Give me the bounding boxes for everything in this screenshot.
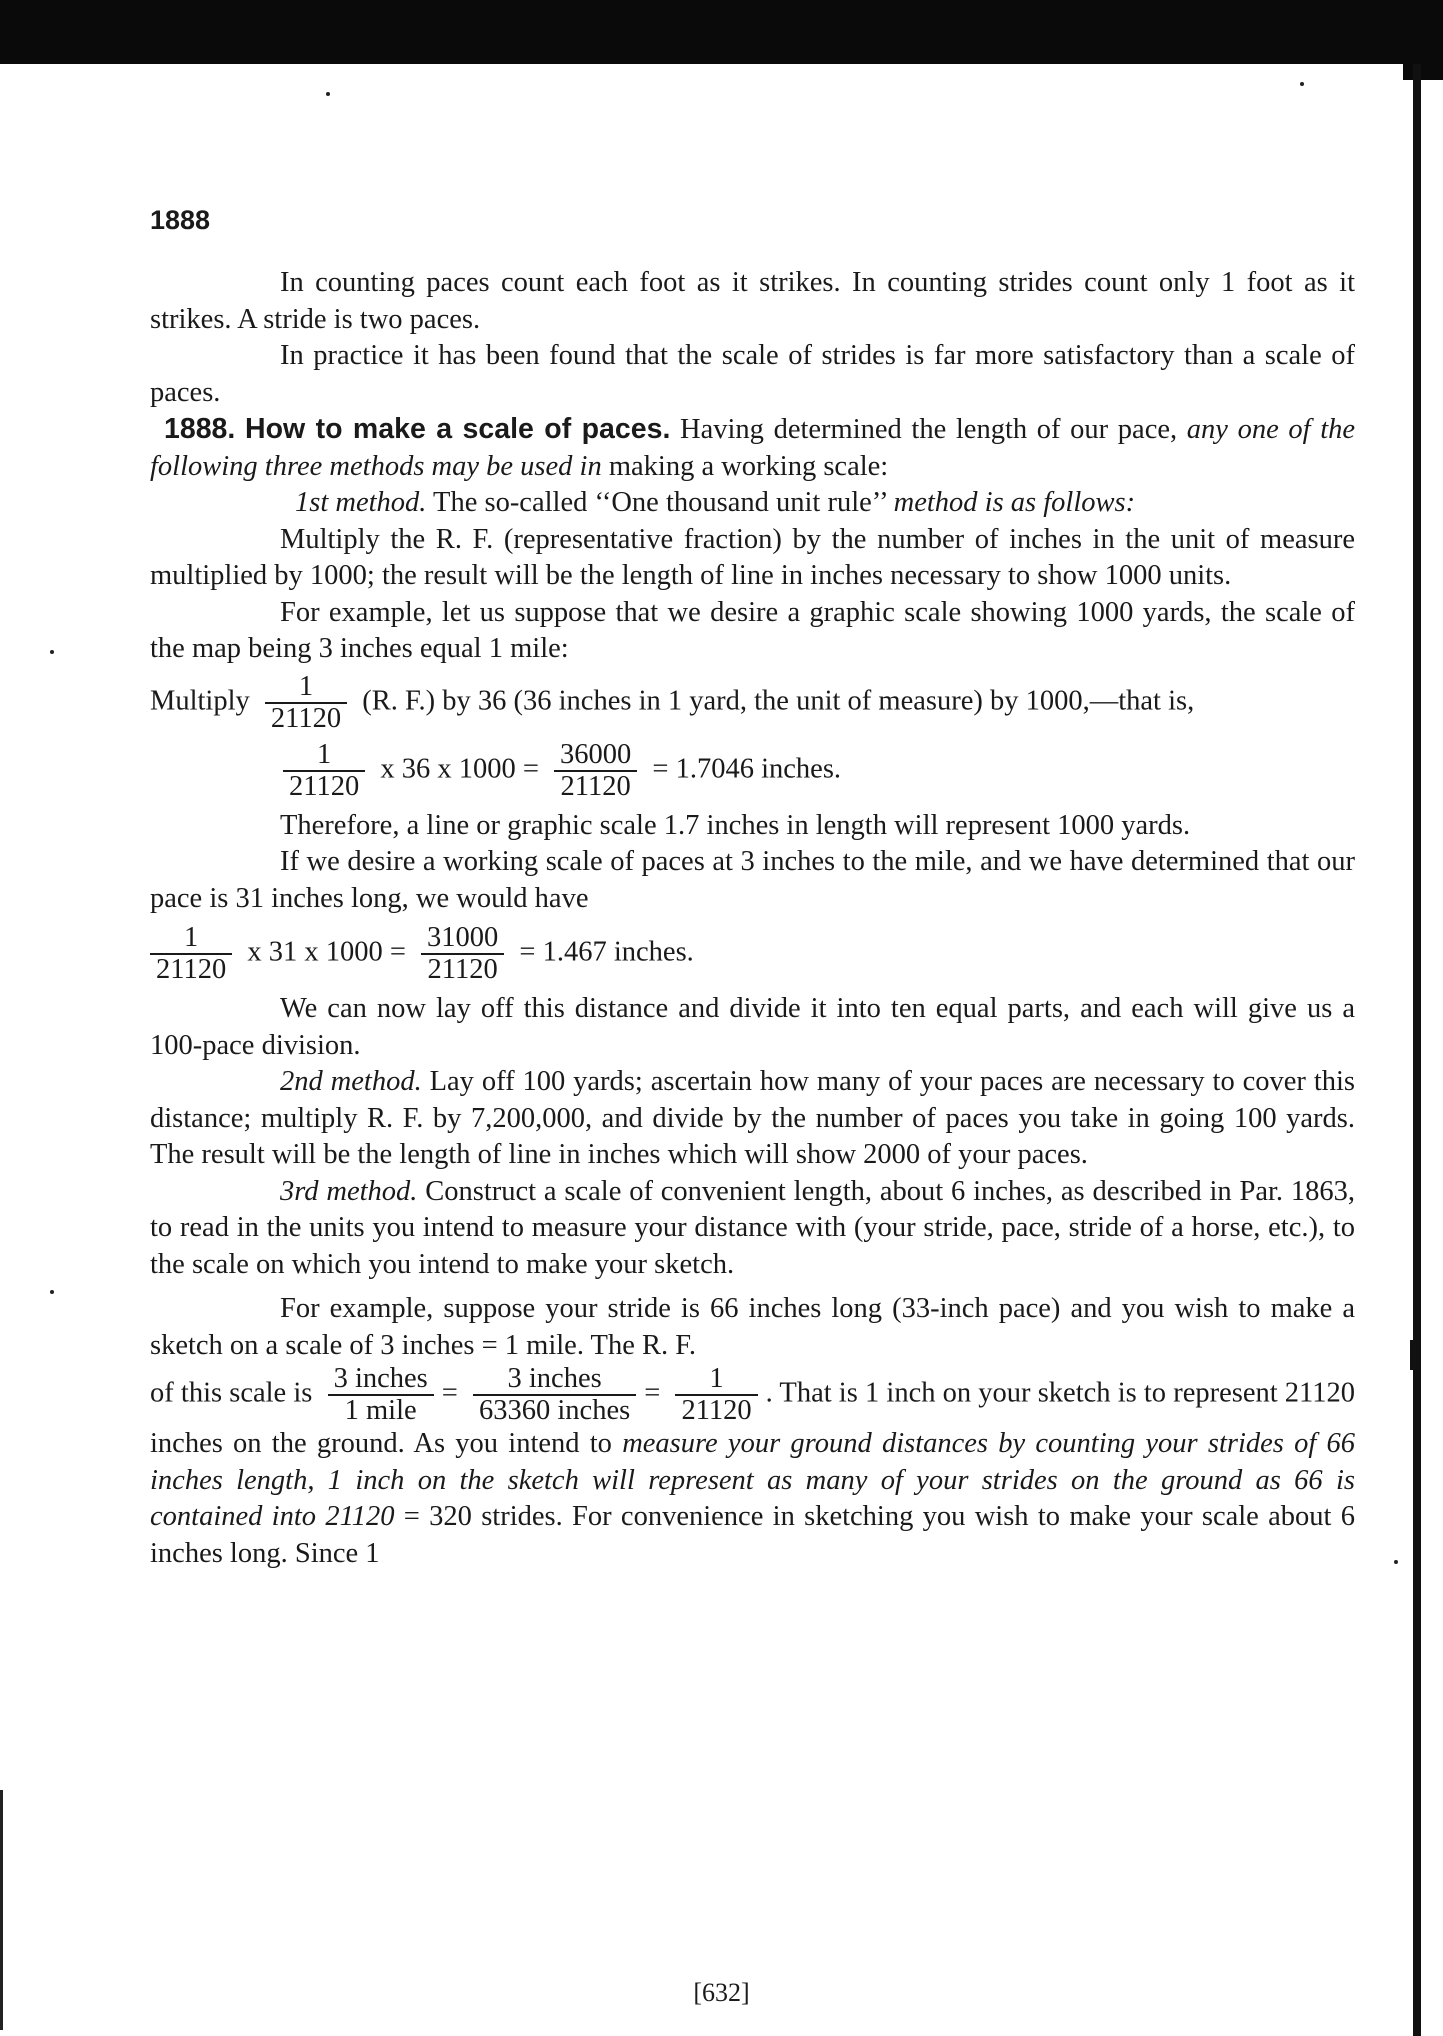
scan-speck xyxy=(326,92,330,96)
scan-right-border xyxy=(1413,64,1421,2036)
section-text-italic: any one of the following three methods may be used in xyxy=(150,414,1356,482)
scan-speck xyxy=(1300,82,1304,86)
section-1888 xyxy=(150,411,1355,485)
equation-2: $\frac{1}{21120}$ x 31 x 1000 = $\frac{31000}{21120}$ = 1.467 inches. xyxy=(142,923,1355,985)
fraction-rf: $\frac{1}{21120}$ xyxy=(150,923,232,985)
page-number: [632] xyxy=(693,1978,750,2007)
paragraph-therefore: Therefore, a line or graphic scale 1.7 inches in length will represent 1000 yards. xyxy=(280,809,1191,841)
scan-speck xyxy=(1394,1560,1398,1564)
page-body xyxy=(150,205,1355,1572)
paragraph-rf-scale: of this scale is $\frac{\text{3 inches}}{\text{1 mile}}$ = $\frac{\text{3 inches}}{\text{63360 inches}}$ = $\frac{1}{21120}$ . That is 1 inch on your sketch is to represent 21120 inches on the ground. As you intend to measure your ground distances by counting your strides of 66 inches length, 1 inch on the sketch will represent as many of your strides on the ground as 66 is contained into 21120 = 320 strides. For convenience in sketching you wish to make your scale about 6 inches long. Since 1 xyxy=(150,1363,1356,1569)
running-head: 1888 xyxy=(150,205,211,235)
fraction-rf: $\frac{1}{21120}$ xyxy=(283,740,365,802)
section-title: How to make a scale of paces. xyxy=(244,413,671,445)
method-1-label: 1st method. xyxy=(295,487,427,518)
scan-speck xyxy=(50,650,54,654)
paragraph-practice: In practice it has been found that the scale of strides is far more satisfactory than a scale of paces. xyxy=(150,340,1355,408)
fraction-36000: $\frac{36000}{21120}$ xyxy=(554,740,637,802)
equation-1: $\frac{1}{21120}$ x 36 x 1000 = $\frac{36000}{21120}$ = 1.7046 inches. xyxy=(150,740,1355,802)
section-number: 1888. xyxy=(164,413,236,445)
fraction-rf: $\frac{1}{21120}$ xyxy=(265,672,347,734)
method-2: 2nd method. Lay off 100 yards; ascertain how many of your paces are necessary to cover this distance; multiply R. F. by 7,200,000, and divide by the number of paces you take in going 100 yards. The result will be the length of line in inches which will show 2000 of your paces. xyxy=(150,1066,1356,1170)
fraction-1-21120: $\frac{1}{21120}$ xyxy=(675,1364,757,1426)
scan-top-border-tail xyxy=(1403,60,1443,80)
section-text: Having determined the length of our pace, xyxy=(680,414,1178,445)
method-3: 3rd method. Construct a scale of convenient length, about 6 inches, as described in Par. 1863, to read in the units you intend to measure your distance with (your stride, pace, stride of a horse, etc.), to the scale on which you intend to make your sketch. xyxy=(150,1175,1356,1280)
fraction-3in-1mile: $\frac{\text{3 inches}}{\text{1 mile}}$ xyxy=(328,1364,434,1426)
paragraph-example-1: For example, let us suppose that we desire a graphic scale showing 1000 yards, the scale of the map being 3 inches equal 1 mile: xyxy=(150,596,1355,664)
method-3-label: 3rd method. xyxy=(280,1175,418,1207)
method-2-label: 2nd method. xyxy=(280,1066,422,1097)
scan-speck xyxy=(50,1290,54,1294)
paragraph-counting: In counting paces count each foot as it strikes. In counting strides count only 1 foot as it strikes. A stride is two paces. xyxy=(150,267,1355,335)
fraction-31000: $\frac{31000}{21120}$ xyxy=(421,923,504,985)
paragraph-multiply-rule: Multiply the R. F. (representative fraction) by the number of inches in the unit of measure multiplied by 1000; the result will be the length of line in inches necessary to show 1000 units. xyxy=(150,523,1355,591)
paragraph-multiply: Multiply $\frac{1}{21120}$ (R. F.) by 36 (36 inches in 1 yard, the unit of measure) by 1000,—that is, xyxy=(150,670,1195,734)
paragraph-working-scale: If we desire a working scale of paces at 3 inches to the mile, and we have determined that our pace is 31 inches long, we would have xyxy=(150,846,1355,914)
scan-right-notch xyxy=(1410,1340,1413,1370)
fraction-3in-63360: $\frac{\text{3 inches}}{\text{63360 inches}}$ xyxy=(473,1364,636,1426)
paragraph-example-stride: For example, suppose your stride is 66 inches long (33-inch pace) and you wish to make a sketch on a scale of 3 inches = 1 mile. The R. F. xyxy=(150,1293,1355,1361)
paragraph-lay-off: We can now lay off this distance and divide it into ten equal parts, and each will give us a 100-pace division. xyxy=(150,993,1355,1061)
scan-top-border xyxy=(0,0,1443,64)
section-text-end: making a working scale: xyxy=(608,450,889,482)
method-1: 1st method. The so-called ‘‘One thousand unit rule’’ method is as follows: xyxy=(295,487,1136,518)
